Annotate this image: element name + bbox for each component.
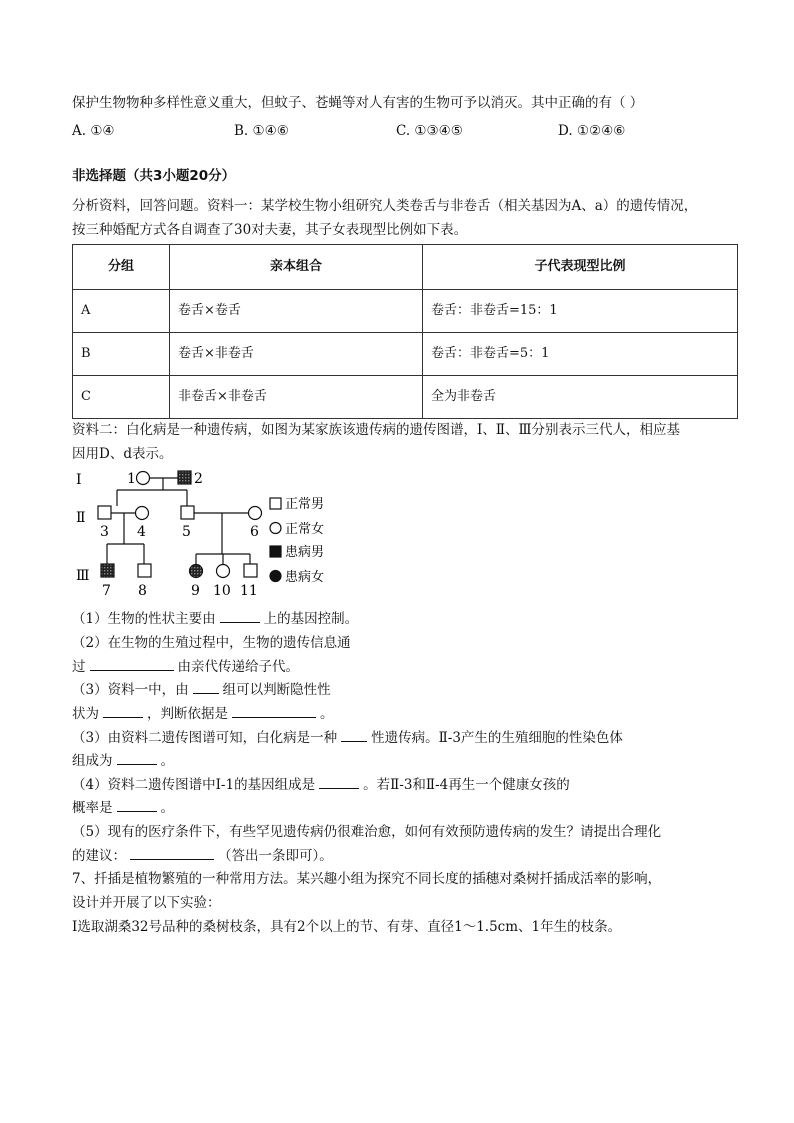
generation-label-ii: Ⅱ xyxy=(76,510,86,527)
header-offspring: 子代表现型比例 xyxy=(423,245,738,290)
option-c[interactable]: C. ①③④⑤ xyxy=(396,122,463,139)
answer-blank[interactable] xyxy=(220,608,260,623)
male-normal-icon xyxy=(138,564,151,577)
question-3b: 状为 ，判断依据是 。 xyxy=(72,703,742,727)
female-normal-icon xyxy=(217,565,230,578)
individual-label-4: 4 xyxy=(137,524,146,541)
legend-male-normal-icon xyxy=(270,498,281,509)
question-7-line-1: 7、扦插是植物繁殖的一种常用方法。某兴趣小组为探究不同长度的插穗对桑树扦插成活率的影响， xyxy=(72,871,662,888)
individual-label-9: 9 xyxy=(191,583,200,600)
question-2a: （2）在生物的生殖过程中，生物的遗传信息通 xyxy=(72,635,351,651)
question-6b: 的建议： （答出一条即可）。 xyxy=(72,845,742,869)
legend-label: 正常男 xyxy=(285,497,325,513)
header-group: 分组 xyxy=(73,245,170,290)
cell-offspring: 卷舌：非卷舌=5：1 xyxy=(423,333,738,376)
legend-female-normal-icon xyxy=(270,523,281,534)
individual-label-2: 2 xyxy=(194,471,203,488)
answer-blank[interactable] xyxy=(103,703,143,718)
question-5b: 概率是 。 xyxy=(72,797,742,821)
individual-label-10: 10 xyxy=(213,583,231,600)
section-title: 非选择题（共3小题20分） xyxy=(72,168,236,185)
male-normal-icon xyxy=(244,564,257,577)
question-3a: （3）资料一中，由 组可以判断隐性性 xyxy=(72,679,742,703)
answer-blank[interactable] xyxy=(193,679,219,694)
question-6a: （5）现有的医疗条件下，有些罕见遗传病仍很难治愈，如何有效预防遗传病的发生？请提出合理化 xyxy=(72,824,662,840)
legend-label: 患病男 xyxy=(285,545,325,561)
cell-parents: 卷舌×非卷舌 xyxy=(170,333,423,376)
cell-parents: 非卷舌×非卷舌 xyxy=(170,376,423,419)
female-normal-icon xyxy=(137,472,150,485)
table-row xyxy=(73,290,738,333)
answer-blank[interactable] xyxy=(232,703,316,718)
table-row xyxy=(73,376,738,419)
material2-line-2: 因用D、d表示。 xyxy=(72,445,173,462)
male-normal-icon xyxy=(98,506,111,519)
pedigree-chart xyxy=(74,468,374,608)
legend-label: 正常女 xyxy=(285,522,325,538)
intro-line-2: 按三种婚配方式各自调查了30对夫妻，其子女表现型比例如下表。 xyxy=(72,221,468,238)
question-5a: （4）资料二遗传图谱中Ⅰ-1的基因组成是 。若Ⅱ-3和Ⅱ-4再生一个健康女孩的 xyxy=(72,774,742,798)
legend-male-affected-icon xyxy=(270,546,281,557)
cell-group: A xyxy=(73,290,170,333)
question-4b: 组成为 。 xyxy=(72,750,742,774)
cell-parents: 卷舌×卷舌 xyxy=(170,290,423,333)
table-row xyxy=(73,333,738,376)
material2-line-1: 资料二：白化病是一种遗传病，如图为某家族该遗传病的遗传图谱，Ⅰ、Ⅱ、Ⅲ分别表示三代人，相应基 xyxy=(72,422,681,439)
male-affected-icon xyxy=(178,471,191,484)
question-stem: 保护生物物种多样性意义重大，但蚊子、苍蝇等对人有害的生物可予以消灭。其中正确的有（ ） xyxy=(72,95,644,111)
individual-label-11: 11 xyxy=(240,583,258,600)
legend-label: 患病女 xyxy=(285,570,325,586)
individual-label-1: 1 xyxy=(127,471,136,488)
answer-blank[interactable] xyxy=(117,750,157,765)
phenotype-table xyxy=(72,244,738,419)
option-d[interactable]: D. ①②④⑥ xyxy=(558,122,626,139)
individual-label-5: 5 xyxy=(182,524,191,541)
answer-blank[interactable] xyxy=(130,845,214,860)
answer-options xyxy=(72,120,742,144)
question-7-line-2: 设计并开展了以下实验： xyxy=(72,894,221,911)
male-affected-icon xyxy=(101,564,114,577)
female-affected-icon xyxy=(190,565,203,578)
document-page xyxy=(72,92,742,939)
legend-female-affected-icon xyxy=(270,571,281,582)
answer-blank[interactable] xyxy=(341,727,367,742)
cell-group: B xyxy=(73,333,170,376)
intro-line-1: 分析资料，回答问题。资料一：某学校生物小组研究人类卷舌与非卷舌（相关基因为A、a）的遗传情况， xyxy=(72,197,698,214)
question-1: （1）生物的性状主要由 上的基因控制。 xyxy=(72,608,742,632)
generation-label-iii: Ⅲ xyxy=(76,568,90,585)
question-2b: 过 由亲代传递给子代。 xyxy=(72,656,742,680)
female-normal-icon xyxy=(249,507,262,520)
individual-label-6: 6 xyxy=(250,524,259,541)
male-normal-icon xyxy=(181,506,194,519)
header-parents: 亲本组合 xyxy=(170,245,423,290)
table-header-row xyxy=(73,245,738,290)
generation-label-i: Ⅰ xyxy=(76,472,82,489)
pedigree-lines xyxy=(107,478,250,564)
cell-offspring: 卷舌：非卷舌=15：1 xyxy=(423,290,738,333)
option-b[interactable]: B. ①④⑥ xyxy=(234,122,289,139)
individual-label-8: 8 xyxy=(138,583,147,600)
answer-blank[interactable] xyxy=(90,656,174,671)
option-a[interactable]: A. ①④ xyxy=(72,122,115,139)
answer-blank[interactable] xyxy=(117,797,157,812)
individual-label-3: 3 xyxy=(100,524,109,541)
cell-offspring: 全为非卷舌 xyxy=(423,376,738,419)
cell-group: C xyxy=(73,376,170,419)
question-7-line-3: Ⅰ选取湖桑32号品种的桑树枝条，具有2个以上的节、有芽、直径1～1.5cm、1年生的枝条。 xyxy=(72,918,622,935)
individual-label-7: 7 xyxy=(102,583,111,600)
question-4a: （3）由资料二遗传图谱可知，白化病是一种 性遗传病。Ⅱ-3产生的生殖细胞的性染色体 xyxy=(72,727,742,751)
female-normal-icon xyxy=(136,507,149,520)
answer-blank[interactable] xyxy=(319,774,359,789)
